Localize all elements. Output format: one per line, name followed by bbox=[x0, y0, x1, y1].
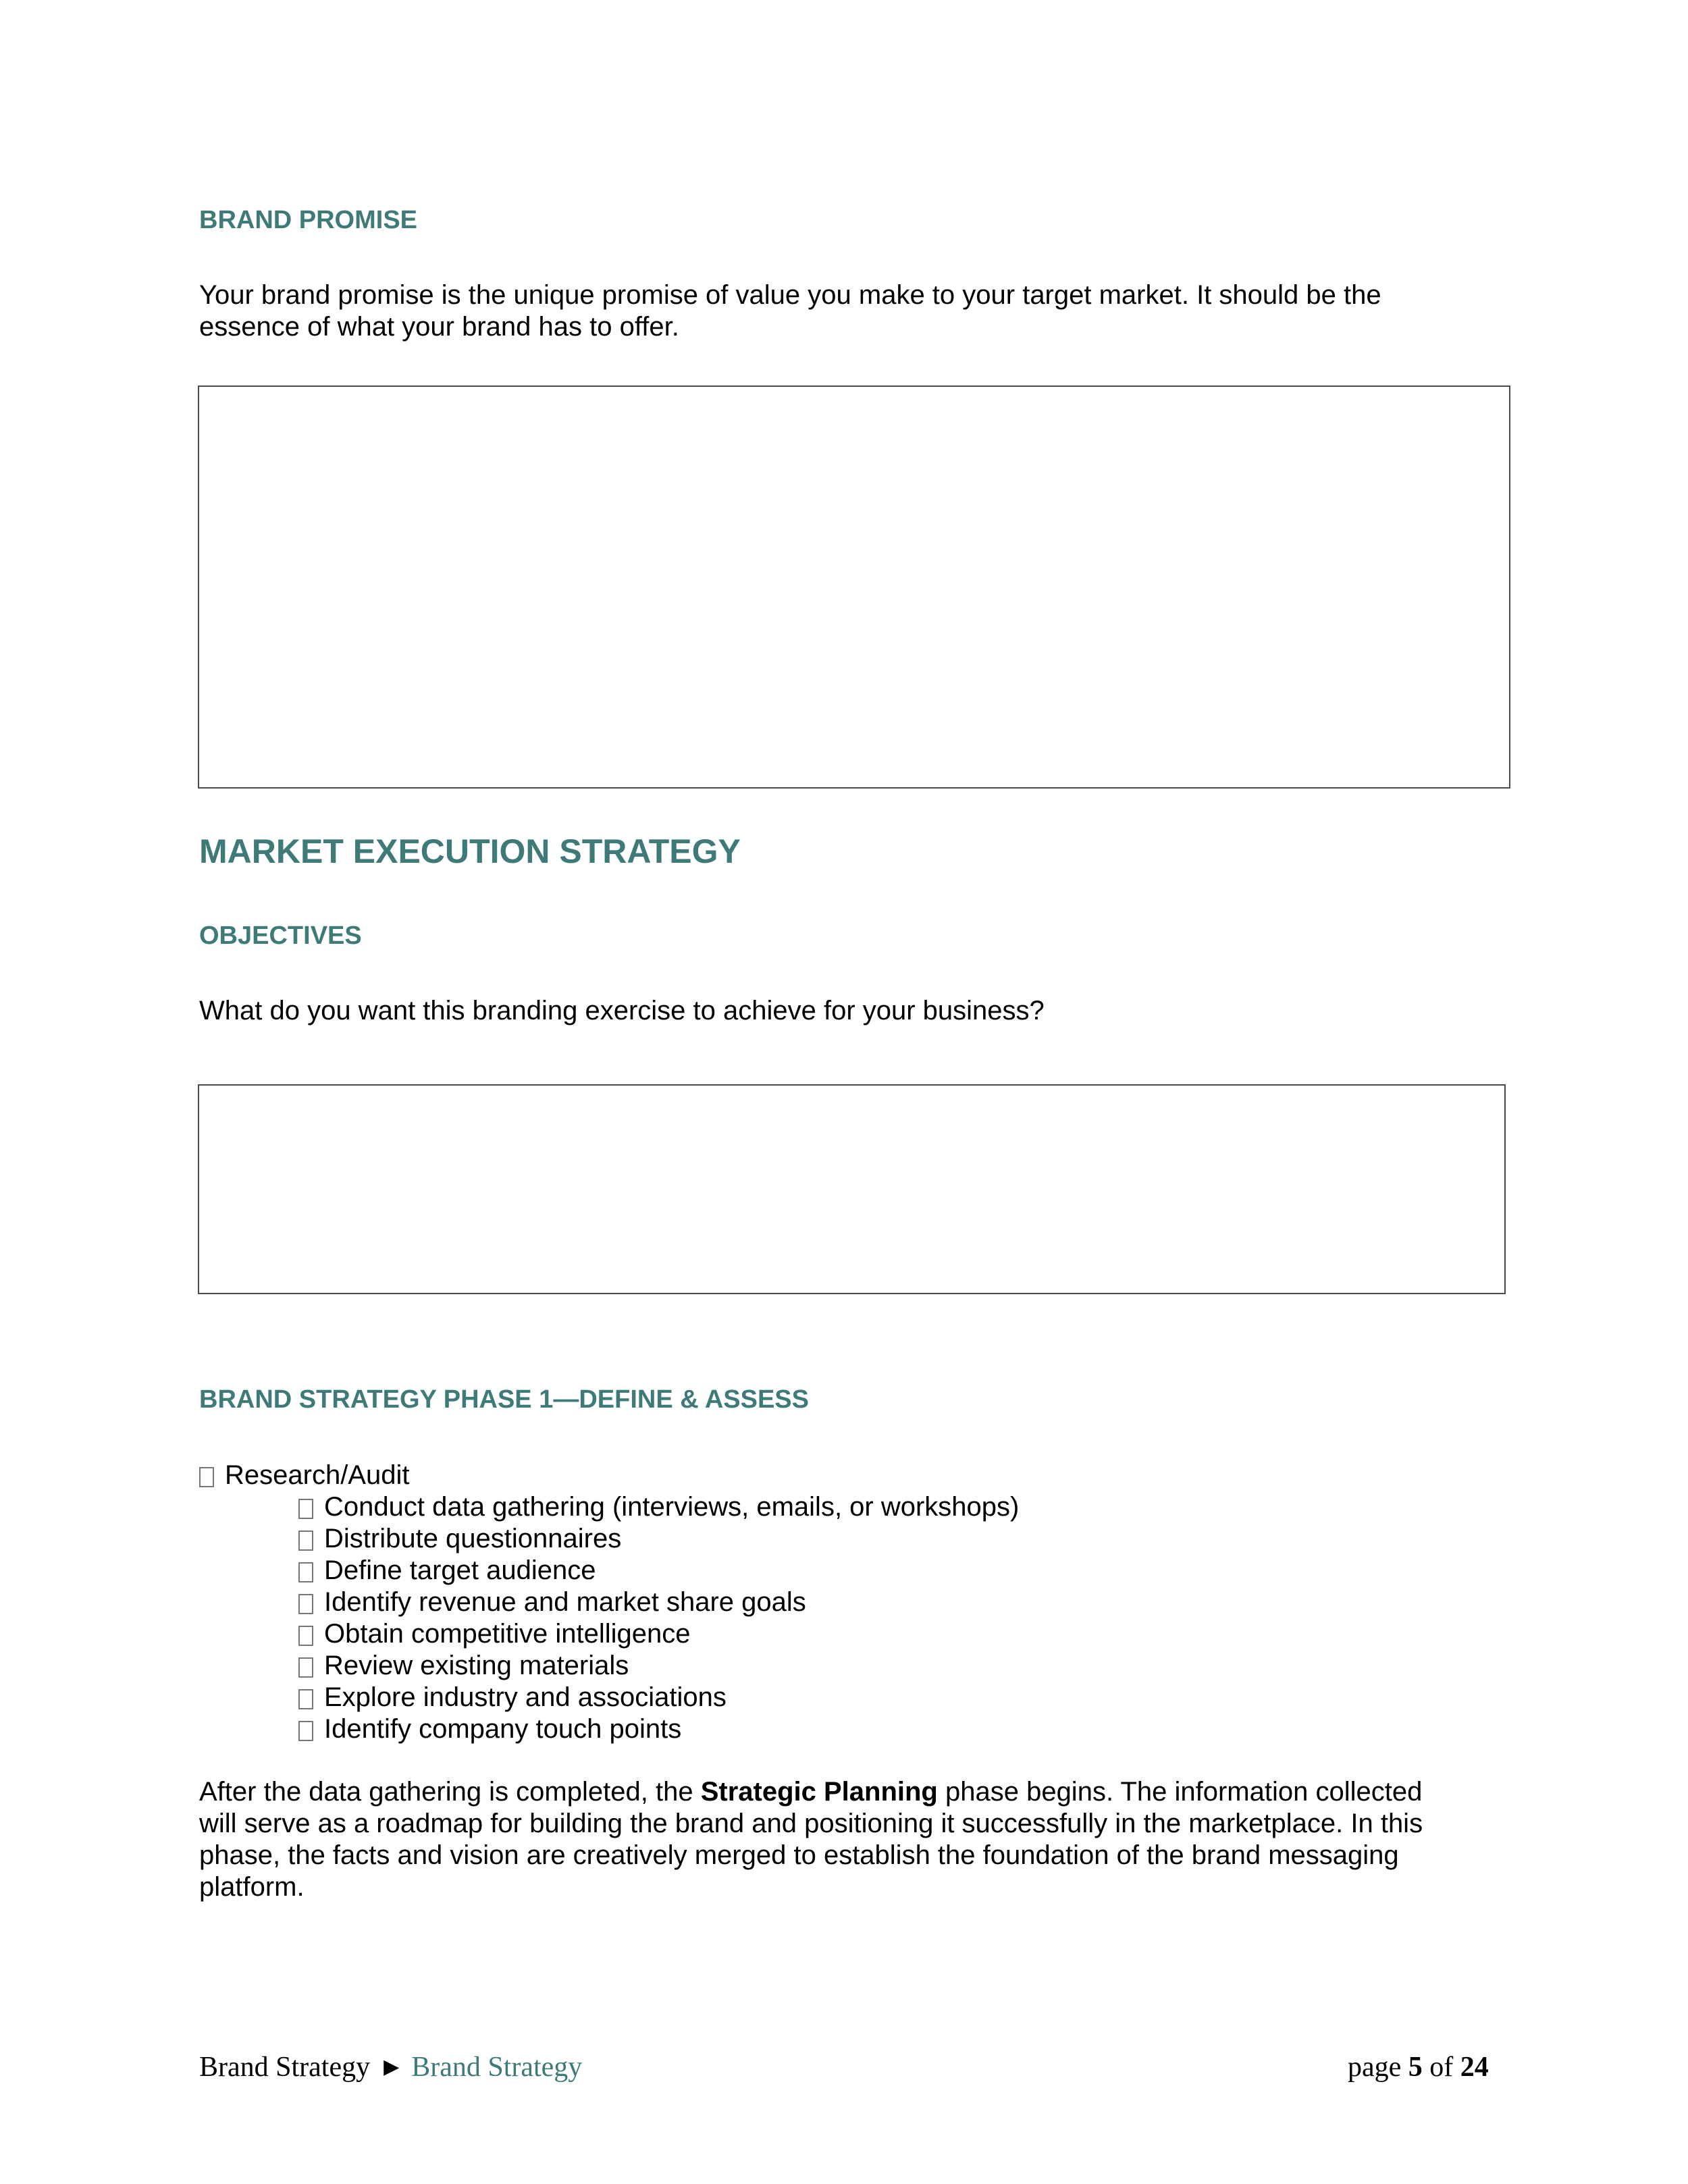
footer-breadcrumb bbox=[199, 2051, 582, 2083]
brand-promise-heading: BRAND PROMISE bbox=[199, 206, 418, 234]
checkbox[interactable] bbox=[298, 1721, 313, 1741]
sub-checklist-item-label: Conduct data gathering (interviews, emails, or workshops) bbox=[324, 1492, 1020, 1522]
sub-checklist-item bbox=[298, 1713, 1019, 1745]
checkbox[interactable] bbox=[298, 1594, 313, 1614]
market-execution-heading: MARKET EXECUTION STRATEGY bbox=[199, 832, 741, 870]
footer-section-title: Brand Strategy bbox=[411, 2052, 583, 2083]
sub-checklist-item bbox=[298, 1523, 1019, 1555]
sub-checklist-item bbox=[298, 1650, 1019, 1682]
brand-promise-answer-box[interactable] bbox=[198, 385, 1510, 789]
footer-page-word: page bbox=[1348, 2052, 1402, 2083]
closing-line-3: phase, the facts and vision are creatively merged to establish the foundation of the brand messaging bbox=[199, 1840, 1399, 1870]
brand-promise-description-line-2: essence of what your brand has to offer. bbox=[199, 312, 679, 342]
closing-line-2: will serve as a roadmap for building the brand and positioning it successfully in the marketplace. In this bbox=[199, 1809, 1423, 1838]
objectives-question: What do you want this branding exercise to achieve for your business? bbox=[199, 996, 1045, 1026]
checkbox[interactable] bbox=[298, 1530, 313, 1551]
sub-checklist-item-label: Obtain competitive intelligence bbox=[324, 1619, 691, 1649]
objectives-heading: OBJECTIVES bbox=[199, 922, 362, 950]
sub-checklist bbox=[199, 1491, 1019, 1745]
checkbox[interactable] bbox=[298, 1499, 313, 1519]
footer-page-number bbox=[1348, 2051, 1489, 2083]
strategic-planning-bold: Strategic Planning bbox=[700, 1777, 938, 1807]
checklist-item-research-audit bbox=[199, 1460, 1019, 1491]
objectives-answer-box[interactable] bbox=[198, 1084, 1506, 1294]
footer-page-total: 24 bbox=[1460, 2052, 1489, 2083]
triangle-right-icon: ▶ bbox=[384, 2055, 400, 2079]
footer-page-current: 5 bbox=[1408, 2052, 1423, 2083]
checkbox[interactable] bbox=[199, 1467, 214, 1487]
closing-line-1 bbox=[199, 1776, 1523, 1808]
checkbox[interactable] bbox=[298, 1626, 313, 1646]
sub-checklist-item bbox=[298, 1555, 1019, 1587]
checklist-item-label: Research/Audit bbox=[225, 1460, 410, 1490]
checkbox[interactable] bbox=[298, 1689, 313, 1709]
sub-checklist-item bbox=[298, 1618, 1019, 1650]
footer-doc-title: Brand Strategy bbox=[199, 2052, 371, 2083]
brand-promise-description bbox=[199, 279, 1516, 343]
sub-checklist-item-label: Define target audience bbox=[324, 1555, 596, 1585]
sub-checklist-item bbox=[298, 1682, 1019, 1713]
sub-checklist-item-label: Identify revenue and market share goals bbox=[324, 1587, 806, 1617]
closing-line-4: platform. bbox=[199, 1872, 305, 1902]
closing-text-post: phase begins. The information collected bbox=[937, 1777, 1423, 1807]
phase1-checklist bbox=[199, 1460, 1019, 1745]
footer-of-word: of bbox=[1429, 2052, 1454, 2083]
phase1-closing-paragraph bbox=[199, 1776, 1523, 1903]
sub-checklist-item bbox=[298, 1587, 1019, 1618]
checkbox[interactable] bbox=[298, 1657, 313, 1678]
sub-checklist-item-label: Identify company touch points bbox=[324, 1714, 682, 1744]
sub-checklist-item bbox=[298, 1491, 1019, 1523]
sub-checklist-item-label: Review existing materials bbox=[324, 1651, 629, 1680]
sub-checklist-item-label: Explore industry and associations bbox=[324, 1682, 727, 1712]
closing-text-pre: After the data gathering is completed, the bbox=[199, 1777, 701, 1807]
sub-checklist-item-label: Distribute questionnaires bbox=[324, 1524, 622, 1553]
checkbox[interactable] bbox=[298, 1562, 313, 1582]
brand-promise-description-line-1: Your brand promise is the unique promise of value you make to your target market. It should be the bbox=[199, 280, 1381, 310]
phase1-heading: BRAND STRATEGY PHASE 1—DEFINE & ASSESS bbox=[199, 1385, 810, 1414]
